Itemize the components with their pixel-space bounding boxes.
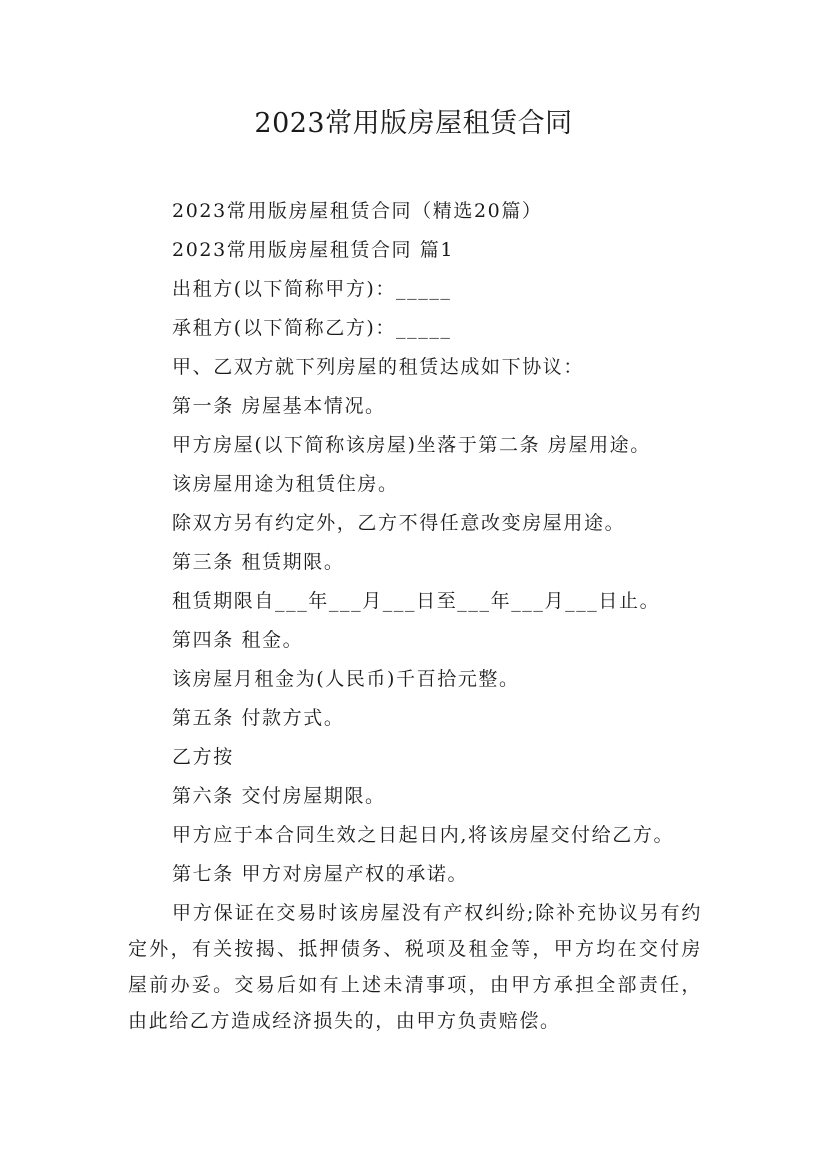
agreement-intro: 甲、乙双方就下列房屋的租赁达成如下协议： — [172, 356, 585, 378]
article-1-heading: 第一条 房屋基本情况。 — [172, 395, 386, 417]
article-7-paragraph: 甲方保证在交易时该房屋没有产权纠纷;除补充协议另有约定外，有关按揭、抵押债务、税项及租金等，甲方均在交付房屋前办妥。交易后如有上述未清事项，由甲方承担全部责任，由此给乙方造成经济损失的，由甲方负责赔偿。 — [128, 902, 702, 1032]
article-5-text: 乙方按 — [172, 746, 234, 768]
article-3-heading: 第三条 租赁期限。 — [172, 551, 345, 573]
article-6-heading: 第六条 交付房屋期限。 — [172, 785, 386, 807]
article-2-text-2: 除双方另有约定外，乙方不得任意改变房屋用途。 — [172, 512, 626, 534]
article-1-text: 甲方房屋(以下简称该房屋)坐落于第二条 房屋用途。 — [172, 434, 651, 456]
document-title: 2023常用版房屋租赁合同 — [254, 108, 573, 139]
article-2-text: 该房屋用途为租赁住房。 — [172, 473, 399, 495]
article-7-heading: 第七条 甲方对房屋产权的承诺。 — [172, 863, 469, 885]
article-4-heading: 第四条 租金。 — [172, 629, 304, 651]
contract-subtitle: 2023常用版房屋租赁合同（精选20篇） — [172, 200, 543, 222]
article-6-text: 甲方应于本合同生效之日起日内,将该房屋交付给乙方。 — [172, 824, 675, 846]
article-5-heading: 第五条 付款方式。 — [172, 707, 345, 729]
section-heading: 2023常用版房屋租赁合同 篇1 — [172, 239, 455, 261]
lessor-line: 出租方(以下简称甲方)：_____ — [172, 278, 452, 300]
article-4-text: 该房屋月租金为(人民币)千百拾元整。 — [172, 668, 520, 690]
lessee-line: 承租方(以下简称乙方)：_____ — [172, 317, 452, 339]
article-3-text: 租赁期限自___年___月___日至___年___月___日止。 — [172, 590, 661, 612]
